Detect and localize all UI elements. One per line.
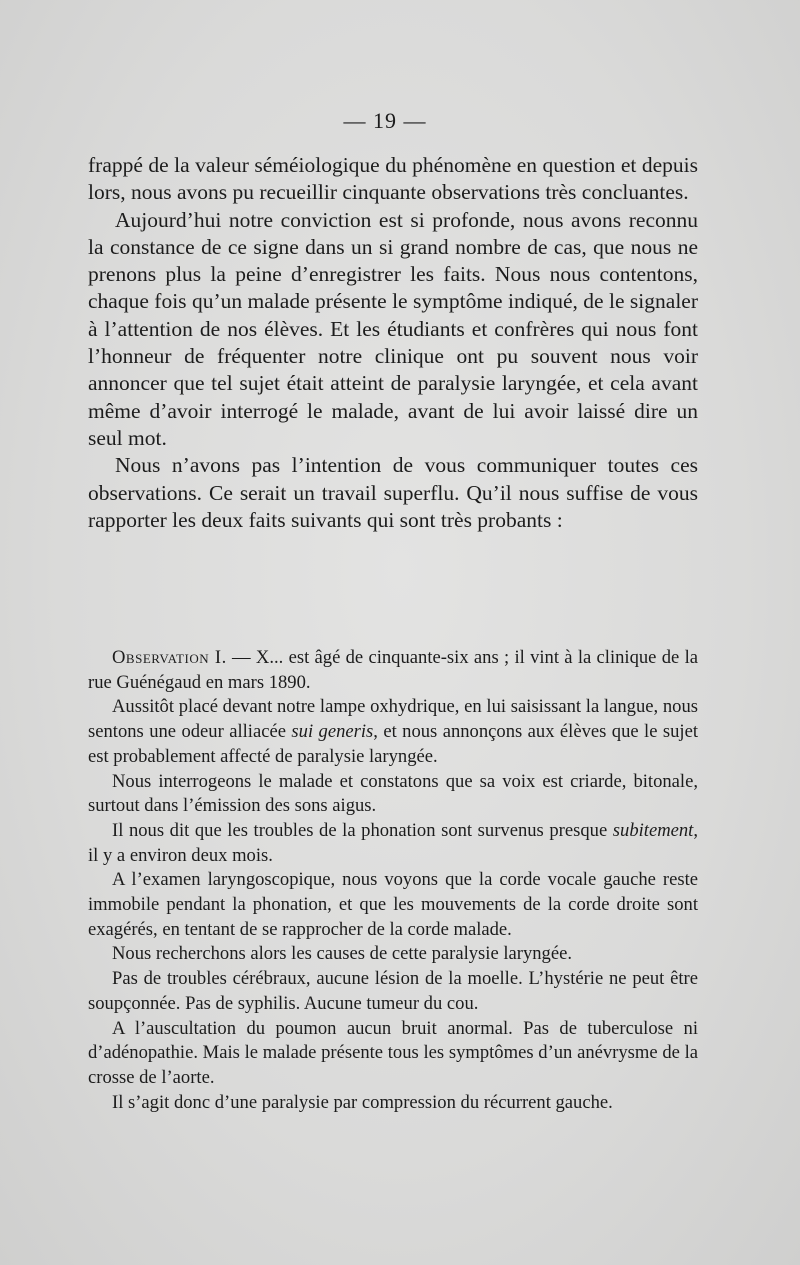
observation-p4-end: , il y a environ deux mois. (88, 819, 698, 866)
observation-p4-start: Il nous dit que les troubles de la phonation sont survenus presque (112, 819, 613, 841)
observation-p4-italic: subitement (612, 819, 694, 841)
observation-intro-text: — X... est âgé de cinquante-six ans ; il vint à la clinique de la rue Guénégaud en mars 1890. (88, 647, 698, 693)
observation-p2-start: Aussitôt placé devant notre lampe oxhydrique, en lui saisissant la langue, nous sentons une odeur alliacée (88, 696, 698, 743)
main-text (88, 152, 698, 534)
observation-paragraph-exclusions: Pas de troubles cérébraux, aucune lésion de la moelle. L’hystérie ne peut être soupçonnée. Pas de syphilis. Aucune tumeur du cou. (88, 968, 698, 1014)
observation-p2-italic: sui generis (291, 721, 374, 743)
observation-section (88, 646, 698, 1115)
observation-heading: Observation I. (112, 647, 227, 668)
paragraph-continuation: frappé de la valeur séméiologique du phénomène en question et depuis lors, nous avons pu recueillir cinquante observations très concluantes. (88, 153, 698, 205)
observation-intro (88, 646, 698, 695)
observation-paragraph-causes: Nous recherchons alors les causes de cette paralysie laryngée. (112, 943, 572, 965)
observation-paragraph-onset (88, 819, 698, 868)
observation-paragraph-lamp (88, 695, 698, 769)
paragraph-conviction: Aujourd’hui notre conviction est si profonde, nous avons reconnu la constance de ce signe dans un si grand nombre de cas, que nous ne prenons plus la peine d’enregistrer les faits. Nous nous contentons, chaque fois qu’un malade présente le symptôme indiqué, de le signaler à l’attention de nos élèves. Et les étudiants et confrères qui nous font l’honneur de fréquenter notre clinique ont pu souvent nous voir annoncer que tel sujet était atteint de paralysie laryngée, et cela avant même d’avoir interrogé le malade, avant de lui avoir laissé dire un seul mot. (88, 207, 698, 450)
observation-paragraph-auscultation: A l’auscultation du poumon aucun bruit anormal. Pas de tuberculose ni d’adénopathie. Mais le malade présente tous les symptômes d’un anévrysme de la crosse de l’aorte. (88, 1017, 698, 1088)
page-number: — 19 — (343, 108, 427, 133)
observation-paragraph-voice: Nous interrogeons le malade et constatons que sa voix est criarde, bitonale, surtout dans l’émission des sons aigus. (88, 770, 698, 817)
observation-paragraph-exam: A l’examen laryngoscopique, nous voyons que la corde vocale gauche reste immobile pendant la phonation, et que les mouvements de la corde droite sont exagérés, en tentant de se rapprocher de la corde malade. (88, 869, 698, 940)
observation-paragraph-conclusion: Il s’agit donc d’une paralysie par compression du récurrent gauche. (112, 1091, 613, 1113)
paragraph-intention: Nous n’avons pas l’intention de vous communiquer toutes ces observations. Ce serait un travail superflu. Qu’il nous suffise de vous rapporter les deux faits suivants qui sont très probants : (88, 453, 698, 532)
observation-p2-end: , et nous annonçons aux élèves que le sujet est probablement affecté de paralysie laryngée. (88, 721, 699, 767)
